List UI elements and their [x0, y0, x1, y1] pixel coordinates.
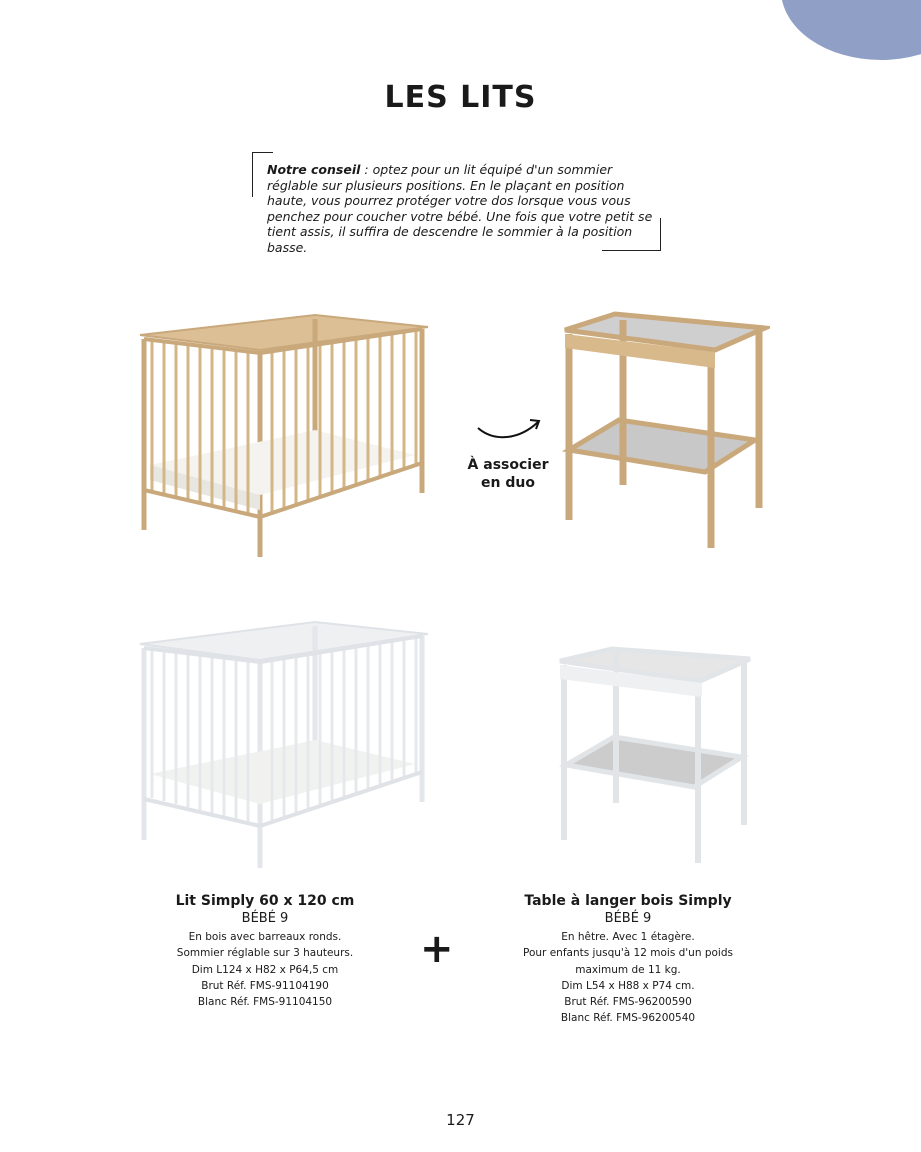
product-detail: maximum de 11 kg. [575, 963, 681, 976]
corner-decoration [781, 0, 921, 60]
curved-arrow-icon [474, 414, 544, 444]
crib-white-image [130, 612, 440, 874]
changing-table-white-image [552, 645, 757, 870]
product-detail: Sommier réglable sur 3 hauteurs. [176, 947, 354, 960]
changing-table-wood-image [555, 310, 770, 555]
associate-line-1: À associer [467, 457, 549, 473]
product-name: Table à langer bois Simply [524, 893, 732, 909]
product-detail: Brut Réf. FMS-91104190 [201, 979, 329, 992]
product-changing-table [508, 892, 748, 1027]
product-detail: En hêtre. Avec 1 étagère. [561, 931, 695, 943]
associate-line-2: en duo [481, 475, 535, 491]
advice-text: : optez pour un lit équipé d'un sommier réglable sur plusieurs positions. En le plaçant en position haute, vous pourrez protéger votre dos lorsque vous vous penchez pour coucher votre bébé. Une fois que votre petit se tient assis, il suffira de descendre le sommier à la position basse. [267, 162, 653, 255]
product-detail: Blanc Réf. FMS-96200540 [560, 1012, 696, 1025]
product-detail: Dim L54 x H88 x P74 cm. [561, 979, 695, 992]
product-brand: BÉBÉ 9 [604, 911, 652, 926]
advice-box [267, 162, 667, 255]
product-name: Lit Simply 60 x 120 cm [175, 893, 355, 909]
product-detail: Brut Réf. FMS-96200590 [564, 996, 692, 1009]
crib-wood-image [130, 305, 440, 565]
page-number: 127 [446, 1111, 475, 1129]
product-crib [150, 892, 380, 1010]
plus-icon: + [420, 926, 454, 972]
product-detail: Blanc Réf. FMS-91104150 [197, 996, 333, 1009]
associate-label [455, 456, 561, 492]
product-brand: BÉBÉ 9 [241, 911, 289, 926]
advice-label: Notre conseil [267, 162, 361, 177]
product-detail: Pour enfants jusqu'à 12 mois d'un poids [523, 947, 733, 960]
product-detail: En bois avec barreaux ronds. [188, 931, 342, 943]
page-title: LES LITS [384, 80, 537, 115]
product-detail: Dim L124 x H82 x P64,5 cm [191, 963, 339, 976]
